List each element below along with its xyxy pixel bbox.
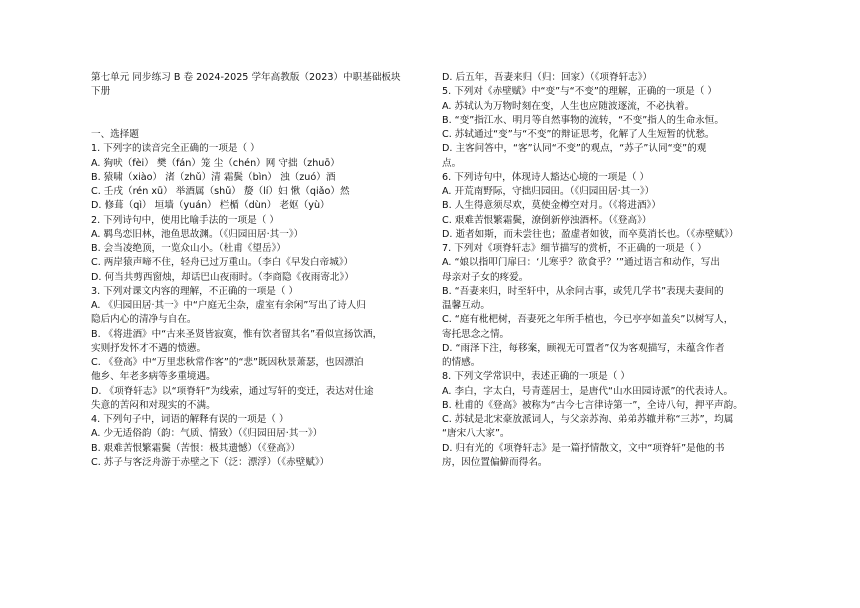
q2-option-b: B. 会当凌绝顶，一览众山小。（杜甫《望岳》）: [91, 243, 286, 254]
question-4-stem: 4. 下列句子中，词语的解释有误的一项是（ ）: [91, 414, 289, 425]
q3-option-b-cont: 实则抒发怀才不遇的愤懑。: [91, 342, 207, 354]
blank-line: [91, 100, 426, 114]
q7-option-d: D. “雨泽下注，每移案，顾视无可置者”仅为客观描写，未蕴含作者: [442, 342, 725, 354]
q1-option-b: B. 猿啸（xiào） 渚（zhǔ）清 霜鬓（bìn） 浊（zuó）酒: [91, 171, 336, 183]
question-2-stem: 2. 下列诗句中，使用比喻手法的一项是（ ）: [91, 214, 279, 226]
question-5-stem: 5. 下列对《赤壁赋》中“变”与“不变”的理解，正确的一项是（ ）: [442, 86, 717, 98]
q2-option-c: C. 两岸猿声啼不住，轻舟已过万重山。（李白《早发白帝城》）: [91, 257, 354, 269]
q5-option-d: D. 主客问答中，“客”认同“不变”的观点，“苏子”认同“变”的观: [442, 143, 707, 155]
q1-option-a: A. 狗吠（fèi） 樊（fán）笼 尘（chén）网 守拙（zhuō）: [91, 157, 340, 169]
doc-title-line-1: 第七单元 同步练习 B 卷 2024-2025 学年高教版（2023）中职基础板块: [91, 72, 401, 83]
q8-option-d: D. 归有光的《项脊轩志》是一篇抒情散文，文中“项脊轩”是他的书: [442, 442, 725, 454]
q5-option-b: B. “变”指江水、明月等自然事物的流转，“不变”指人的生命永恒。: [442, 114, 724, 126]
blank-line: [91, 114, 426, 128]
q4-option-c: C. 苏子与客泛舟游于赤壁之下（泛：漂浮）（《赤壁赋》）: [91, 456, 330, 468]
q2-option-d: D. 何当共剪西窗烛，却话巴山夜雨时。（李商隐《夜雨寄北》）: [91, 271, 354, 283]
q6-option-c: C. 艰难苦恨繁霜鬓，潦倒新停浊酒杯。（《登高》）: [442, 214, 652, 226]
q4-option-d: D. 后五年，吾妻来归（归：回家）（《项脊轩志》）: [442, 72, 653, 83]
q3-option-c-cont: 他乡、年老多病等多重境遇。: [91, 371, 216, 383]
doc-title-line-2: 下册: [91, 86, 111, 98]
q8-option-a: A. 李白，字太白，号青莲居士，是唐代“山水田园诗派”的代表诗人。: [442, 385, 734, 397]
q1-option-d: D. 修葺（qì） 垣墙（yuán） 栏楯（dùn） 老妪（yù）: [91, 200, 330, 212]
q2-option-a: A. 羁鸟恋旧林，池鱼思故渊。（《归园田居·其一》）: [91, 228, 304, 240]
q5-option-d-cont: 点。: [442, 157, 462, 169]
q8-option-c-cont: “唐宋八大家”。: [442, 428, 510, 440]
q7-option-c-cont: 寄托思念之情。: [442, 328, 510, 340]
q7-option-c: C. “庭有枇杷树，吾妻死之年所手植也，今已亭亭如盖矣”以树写人，: [442, 314, 734, 326]
q8-option-d-cont: 房，因位置偏僻而得名。: [442, 456, 548, 468]
question-7-stem: 7. 下列对《项脊轩志》细节描写的赏析，不正确的一项是（ ）: [442, 243, 707, 254]
q7-option-a: A. “娘以指叩门扉曰：‘儿寒乎？欲食乎？’”通过语言和动作，写出: [442, 257, 720, 269]
q1-option-c: C. 壬戌（rén xū） 举酒属（shǔ） 嫠（lí）妇 愀（qiǎo）然: [91, 186, 350, 197]
q7-option-b: B. “吾妻来归，时至轩中，从余问古事，或凭几学书”表现夫妻间的: [442, 285, 724, 297]
q6-option-d: D. 逝者如斯，而未尝往也；盈虚者如彼，而卒莫消长也。（《赤壁赋》）: [442, 228, 739, 240]
q4-option-b: B. 艰难苦恨繁霜鬓（苦恨：极其遗憾）（《登高》）: [91, 442, 301, 454]
question-1-stem: 1. 下列字的读音完全正确的一项是（ ）: [91, 143, 260, 155]
q7-option-a-cont: 母亲对子女的疼爱。: [442, 271, 529, 283]
q3-option-c: C. 《登高》中“万里悲秋常作客”的“悲”既因秋景萧瑟，也因漂泊: [91, 357, 364, 368]
q5-option-c: C. 苏轼通过“变”与“不变”的辩证思考，化解了人生短暂的忧愁。: [442, 129, 715, 140]
q3-option-a-cont: 隐后内心的清净与自在。: [91, 314, 197, 326]
q4-option-a: A. 少无适俗韵（韵：气质、情致）（《归园田居·其一》）: [91, 428, 323, 440]
q7-option-d-cont: 的情感。: [442, 357, 481, 368]
q3-option-d-cont: 失意的苦闷和对现实的不满。: [91, 399, 216, 411]
section-heading: 一、选择题: [91, 129, 139, 140]
question-8-stem: 8. 下列文学常识中，表述正确的一项是（ ）: [442, 371, 630, 383]
q3-option-a: A. 《归园田居·其一》中“户庭无尘杂，虚室有余闲”写出了诗人归: [91, 300, 366, 311]
right-column: [442, 71, 787, 470]
q8-option-c: C. 苏轼是北宋豪放派词人，与父亲苏洵、弟弟苏辙并称“三苏”，均属: [442, 414, 734, 425]
q8-option-b: B. 杜甫的《登高》被称为“古今七言律诗第一”，全诗八句，押平声韵。: [442, 399, 743, 411]
q5-option-a: A. 苏轼认为万物时刻在变，人生也应随波逐流，不必执着。: [442, 100, 695, 112]
q6-option-b: B. 人生得意须尽欢，莫使金樽空对月。（《将进酒》）: [442, 200, 661, 212]
q3-option-b: B. 《将进酒》中“古来圣贤皆寂寞，惟有饮者留其名”看似宣扬饮酒，: [91, 328, 383, 340]
left-column: [91, 71, 426, 470]
question-6-stem: 6. 下列诗句中，体现诗人豁达心境的一项是（ ）: [442, 171, 650, 183]
q6-option-a: A. 开荒南野际，守拙归园田。（《归园田居·其一》）: [442, 186, 655, 197]
question-3-stem: 3. 下列对课文内容的理解，不正确的一项是（ ）: [91, 285, 299, 297]
q3-option-d: D. 《项脊轩志》以“项脊轩”为线索，通过写轩的变迁，表达对仕途: [91, 385, 374, 397]
q7-option-b-cont: 温馨互动。: [442, 300, 490, 311]
